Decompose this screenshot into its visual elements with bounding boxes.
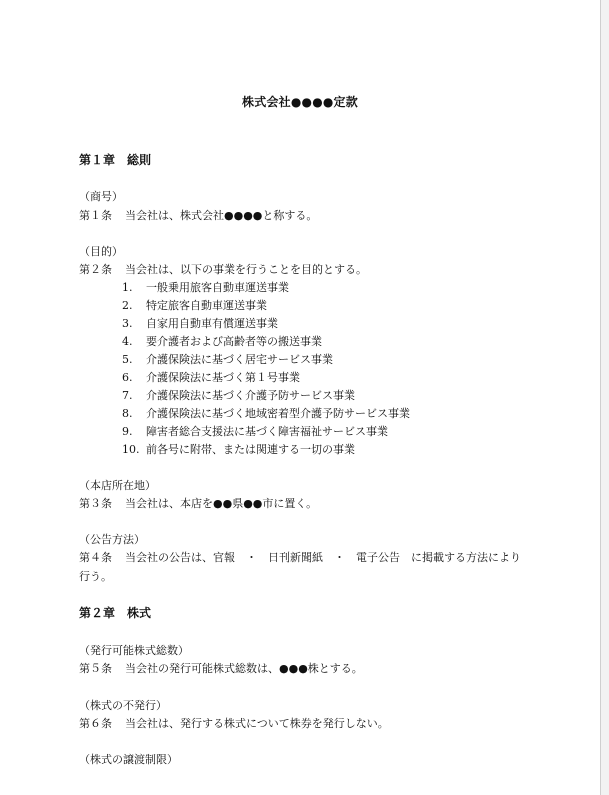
article-4-continuation: 行う。 [79,570,112,583]
purpose-item-text: 介護保険法に基づく第１号事業 [146,371,300,384]
article-3-heading: （本店所在地） [79,479,156,492]
article-3 [79,495,317,511]
article-4 [79,549,521,565]
purpose-item-text: 自家用自動車有償運送事業 [146,317,278,330]
chapter-1-title: 第１章 総則 [79,153,152,167]
purpose-item [122,423,388,439]
purpose-item [122,387,355,403]
purpose-item-number: 3. [122,317,133,330]
purpose-item-number: 10. [122,443,140,456]
document-title: 株式会社●●●●定款 [242,95,358,109]
article-2-heading: （目的） [79,245,123,258]
article-6-number: 第６条 [79,717,112,730]
purpose-item-text: 要介護者および高齢者等の搬送事業 [146,335,322,348]
chapter-2-title: 第２章 株式 [79,606,152,620]
purpose-item-text: 障害者総合支援法に基づく障害福祉サービス事業 [146,425,388,438]
purpose-item [122,297,267,313]
purpose-item [122,369,300,385]
purpose-item-number: 9. [122,425,133,438]
article-5 [79,660,363,676]
purpose-item [122,315,278,331]
article-5-heading: （発行可能株式総数） [79,644,189,657]
purpose-item-number: 6. [122,371,133,384]
article-5-number: 第５条 [79,662,112,675]
purpose-item-text: 特定旅客自動車運送事業 [146,299,267,312]
article-1 [79,207,317,223]
purpose-item-text: 前各号に附帯、または関連する一切の事業 [146,443,355,456]
article-5-text: 当会社の発行可能株式総数は、●●●株とする。 [125,662,363,675]
purpose-item-number: 5. [122,353,133,366]
scrollbar-track[interactable] [601,0,609,795]
purpose-item-text: 介護保険法に基づく介護予防サービス事業 [146,389,355,402]
article-6 [79,715,389,731]
purpose-item [122,279,289,295]
article-4-number: 第４条 [79,551,112,564]
purpose-item-text: 一般乗用旅客自動車運送事業 [146,281,289,294]
purpose-item-number: 1. [122,281,133,294]
purpose-item-number: 4. [122,335,133,348]
purpose-item-number: 7. [122,389,133,402]
article-1-number: 第１条 [79,209,112,222]
article-6-heading: （株式の不発行） [79,699,167,712]
article-4-text: 当会社の公告は、官報 ・ 日刊新聞紙 ・ 電子公告 に掲載する方法により [125,551,521,564]
article-2 [79,261,367,277]
purpose-item-text: 介護保険法に基づく地域密着型介護予防サービス事業 [146,407,410,420]
article-3-number: 第３条 [79,497,112,510]
article-2-text: 当会社は、以下の事業を行うことを目的とする。 [125,263,367,276]
purpose-item [122,351,333,367]
article-3-text: 当会社は、本店を●●県●●市に置く。 [125,497,318,510]
article-4-heading: （公告方法） [79,533,145,546]
article-2-number: 第２条 [79,263,112,276]
article-7-heading: （株式の譲渡制限） [79,753,178,766]
purpose-item [122,333,322,349]
purpose-item-text: 介護保険法に基づく居宅サービス事業 [146,353,333,366]
purpose-item [122,405,410,421]
purpose-item-number: 2. [122,299,133,312]
article-6-text: 当会社は、発行する株式について株券を発行しない。 [125,717,389,730]
purpose-item [122,441,355,457]
article-1-text: 当会社は、株式会社●●●●と称する。 [125,209,318,222]
article-1-heading: （商号） [79,190,123,203]
purpose-item-number: 8. [122,407,133,420]
